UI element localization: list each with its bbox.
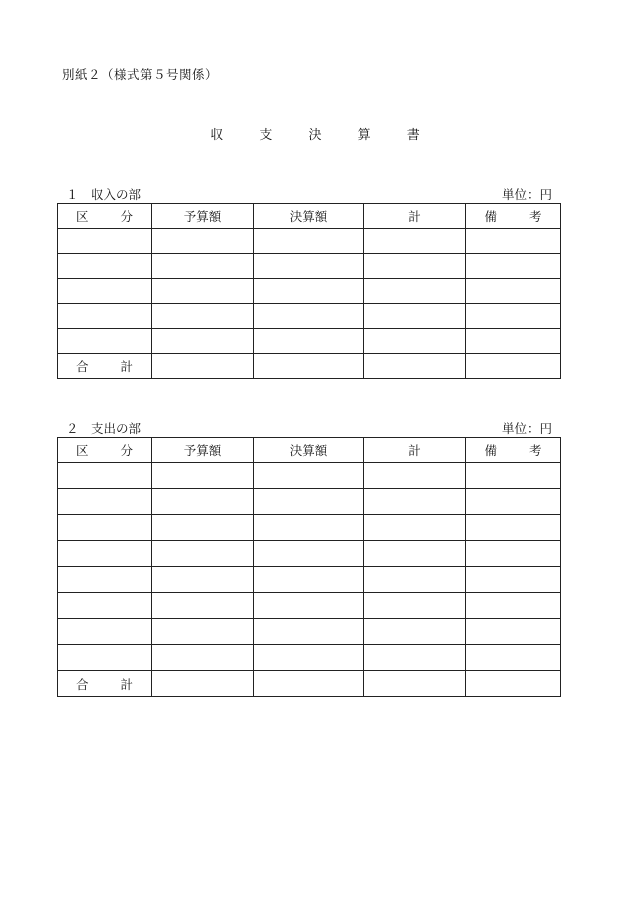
- expense-blank-cell: [254, 593, 364, 619]
- income-blank-cell: [152, 329, 254, 354]
- income-blank-row: [58, 279, 561, 304]
- income-blank-cell: [58, 229, 152, 254]
- income-section-heading: １ 収入の部: [66, 187, 142, 202]
- income-blank-cell: [58, 279, 152, 304]
- income-blank-cell: [364, 229, 466, 254]
- expense-blank-cell: [152, 593, 254, 619]
- expense-blank-cell: [254, 515, 364, 541]
- income-total-label: 合 計: [58, 354, 152, 379]
- expense-blank-cell: [254, 567, 364, 593]
- income-blank-cell: [254, 329, 364, 354]
- column-header-remarks: 備 考: [466, 204, 561, 229]
- income-blank-cell: [152, 279, 254, 304]
- expense-blank-row: [58, 489, 561, 515]
- expense-blank-cell: [254, 645, 364, 671]
- income-table-body: [58, 229, 561, 379]
- expense-blank-cell: [152, 463, 254, 489]
- income-blank-cell: [58, 329, 152, 354]
- expense-blank-cell: [58, 541, 152, 567]
- expense-blank-cell: [364, 515, 466, 541]
- expense-blank-cell: [466, 645, 561, 671]
- expense-blank-cell: [466, 463, 561, 489]
- column-header-category: 区 分: [58, 204, 152, 229]
- income-blank-row: [58, 304, 561, 329]
- expense-blank-cell: [364, 593, 466, 619]
- expense-table-body: [58, 463, 561, 697]
- column-header-settlement: 決算額: [254, 438, 364, 463]
- expense-total-row: [58, 671, 561, 697]
- expense-blank-row: [58, 645, 561, 671]
- expense-total-cell: [254, 671, 364, 697]
- income-blank-row: [58, 254, 561, 279]
- expense-blank-cell: [254, 489, 364, 515]
- expense-blank-cell: [466, 489, 561, 515]
- expense-blank-cell: [364, 541, 466, 567]
- expense-blank-cell: [466, 619, 561, 645]
- expense-blank-cell: [364, 645, 466, 671]
- expense-total-cell: [364, 671, 466, 697]
- income-blank-cell: [466, 304, 561, 329]
- income-blank-cell: [152, 229, 254, 254]
- expense-total-cell: [152, 671, 254, 697]
- expense-total-label: 合 計: [58, 671, 152, 697]
- expense-total-cell: [466, 671, 561, 697]
- income-unit-label: 単位：円: [501, 187, 552, 202]
- income-blank-cell: [466, 329, 561, 354]
- expense-blank-row: [58, 619, 561, 645]
- income-total-cell: [152, 354, 254, 379]
- expense-blank-cell: [254, 619, 364, 645]
- column-header-total: 計: [364, 204, 466, 229]
- income-total-cell: [364, 354, 466, 379]
- expense-blank-cell: [466, 541, 561, 567]
- income-blank-cell: [364, 254, 466, 279]
- income-blank-row: [58, 229, 561, 254]
- income-blank-cell: [254, 254, 364, 279]
- expense-blank-cell: [58, 567, 152, 593]
- expense-blank-cell: [254, 541, 364, 567]
- income-blank-cell: [466, 254, 561, 279]
- expense-blank-row: [58, 593, 561, 619]
- income-blank-cell: [364, 329, 466, 354]
- income-table: [57, 203, 561, 379]
- expense-blank-cell: [364, 567, 466, 593]
- expense-section-heading: ２ 支出の部: [66, 421, 142, 436]
- expense-blank-cell: [466, 593, 561, 619]
- expense-blank-cell: [58, 515, 152, 541]
- expense-unit-label: 単位：円: [501, 421, 552, 436]
- income-blank-row: [58, 329, 561, 354]
- expense-blank-cell: [254, 463, 364, 489]
- income-header-row: [58, 204, 561, 229]
- expense-blank-cell: [58, 619, 152, 645]
- expense-blank-cell: [466, 567, 561, 593]
- expense-blank-cell: [152, 567, 254, 593]
- expense-blank-row: [58, 567, 561, 593]
- income-blank-cell: [152, 254, 254, 279]
- income-blank-cell: [58, 304, 152, 329]
- expense-blank-cell: [58, 489, 152, 515]
- income-blank-cell: [364, 304, 466, 329]
- column-header-budget: 予算額: [152, 438, 254, 463]
- document-title: 収 支 決 算 書: [210, 128, 436, 143]
- income-total-cell: [466, 354, 561, 379]
- expense-blank-cell: [58, 593, 152, 619]
- expense-table: [57, 437, 561, 697]
- expense-blank-cell: [152, 619, 254, 645]
- annex-label: 別紙２（様式第５号関係）: [62, 67, 219, 82]
- income-blank-cell: [466, 229, 561, 254]
- expense-blank-cell: [364, 619, 466, 645]
- column-header-total: 計: [364, 438, 466, 463]
- column-header-category: 区 分: [58, 438, 152, 463]
- expense-blank-cell: [364, 489, 466, 515]
- expense-blank-cell: [152, 515, 254, 541]
- income-blank-cell: [58, 254, 152, 279]
- expense-blank-cell: [152, 645, 254, 671]
- income-blank-cell: [254, 229, 364, 254]
- expense-blank-cell: [152, 489, 254, 515]
- expense-blank-cell: [58, 463, 152, 489]
- expense-blank-cell: [58, 645, 152, 671]
- column-header-settlement: 決算額: [254, 204, 364, 229]
- income-blank-cell: [254, 279, 364, 304]
- expense-blank-row: [58, 515, 561, 541]
- income-blank-cell: [152, 304, 254, 329]
- income-blank-cell: [466, 279, 561, 304]
- column-header-budget: 予算額: [152, 204, 254, 229]
- expense-blank-cell: [466, 515, 561, 541]
- expense-blank-cell: [364, 463, 466, 489]
- income-blank-cell: [364, 279, 466, 304]
- expense-blank-cell: [152, 541, 254, 567]
- expense-blank-row: [58, 463, 561, 489]
- income-total-row: [58, 354, 561, 379]
- income-blank-cell: [254, 304, 364, 329]
- expense-header-row: [58, 438, 561, 463]
- column-header-remarks: 備 考: [466, 438, 561, 463]
- income-total-cell: [254, 354, 364, 379]
- expense-blank-row: [58, 541, 561, 567]
